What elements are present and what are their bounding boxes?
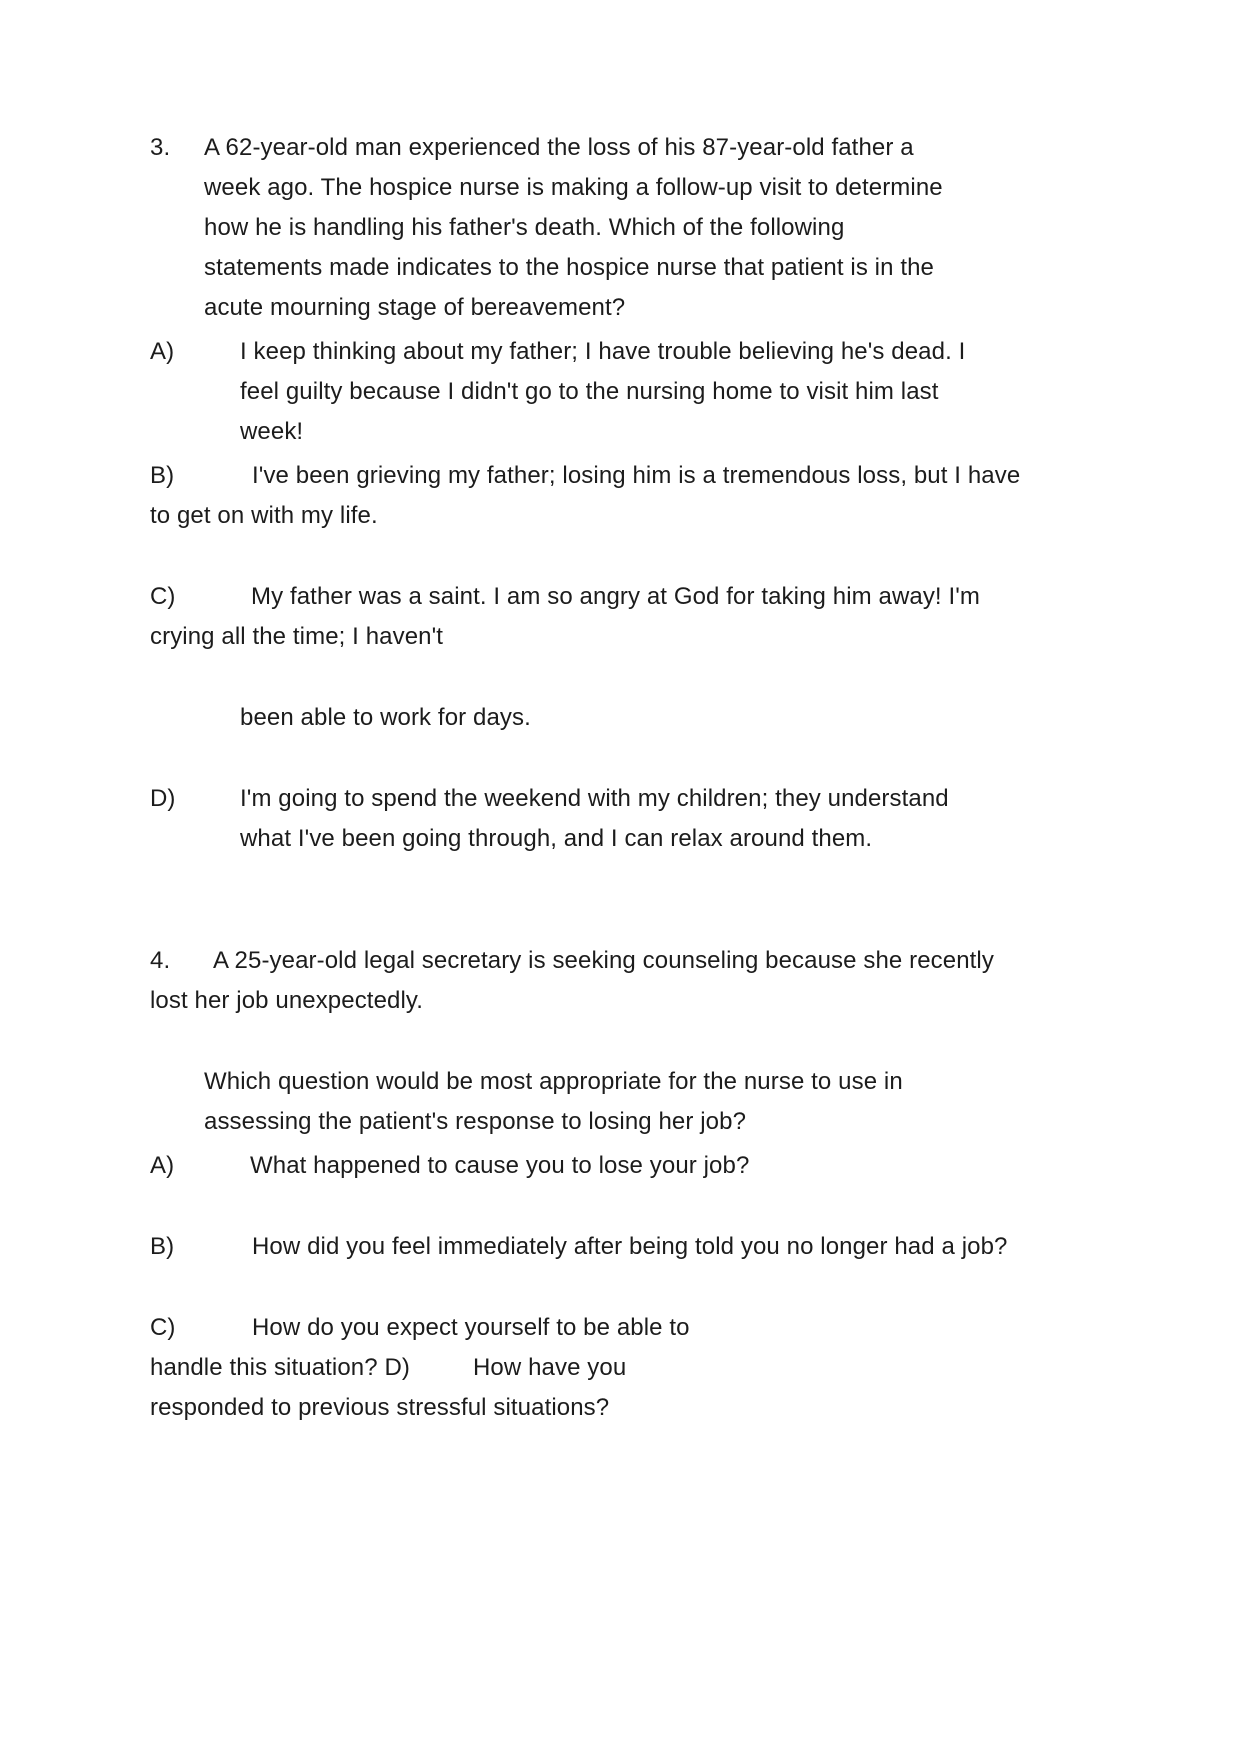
option-label-c: C)	[150, 583, 176, 610]
option-d-text: How have you	[473, 1354, 627, 1381]
option-b-line: to get on with my life.	[150, 502, 378, 529]
option-label-b: B)	[150, 462, 175, 489]
option-a-line: week!	[240, 418, 304, 445]
option-d-continuation: responded to previous stressful situations?	[150, 1394, 610, 1421]
option-label-d: D)	[150, 785, 176, 812]
question-stem-line: acute mourning stage of bereavement?	[204, 294, 626, 321]
option-label-b: B)	[150, 1233, 175, 1260]
question-stem-line: A 25-year-old legal secretary is seeking counseling because she recently	[213, 947, 994, 974]
option-c-continuation: handle this situation? D)	[150, 1354, 410, 1381]
question-number: 3.	[150, 134, 171, 161]
option-a-line: I keep thinking about my father; I have trouble believing he's dead. I	[240, 338, 966, 365]
question-stem-line: statements made indicates to the hospice nurse that patient is in the	[204, 254, 934, 281]
option-d-line: I'm going to spend the weekend with my children; they understand	[240, 785, 949, 812]
option-a-line: feel guilty because I didn't go to the nursing home to visit him last	[240, 378, 939, 405]
option-b-line: I've been grieving my father; losing him is a tremendous loss, but I have	[252, 462, 1021, 489]
question-stem-line: week ago. The hospice nurse is making a follow-up visit to determine	[204, 174, 943, 201]
option-label-c: C)	[150, 1314, 176, 1341]
option-d-line: what I've been going through, and I can relax around them.	[240, 825, 873, 852]
question-stem-line: A 62-year-old man experienced the loss of his 87-year-old father a	[204, 134, 914, 161]
option-c-text: How do you expect yourself to be able to	[252, 1314, 690, 1341]
option-label-a: A)	[150, 1152, 175, 1179]
question-stem-line: Which question would be most appropriate for the nurse to use in	[204, 1068, 903, 1095]
question-number: 4.	[150, 947, 171, 974]
option-c-line: My father was a saint. I am so angry at God for taking him away! I'm	[251, 583, 981, 610]
option-c-line: crying all the time; I haven't	[150, 623, 444, 650]
option-b-text: How did you feel immediately after being told you no longer had a job?	[252, 1233, 1008, 1260]
question-stem-line: lost her job unexpectedly.	[150, 987, 423, 1014]
question-stem-line: how he is handling his father's death. Which of the following	[204, 214, 845, 241]
option-a-text: What happened to cause you to lose your job?	[250, 1152, 750, 1179]
question-stem-line: assessing the patient's response to losing her job?	[204, 1108, 747, 1135]
option-label-a: A)	[150, 338, 175, 365]
option-c-line: been able to work for days.	[240, 704, 531, 731]
